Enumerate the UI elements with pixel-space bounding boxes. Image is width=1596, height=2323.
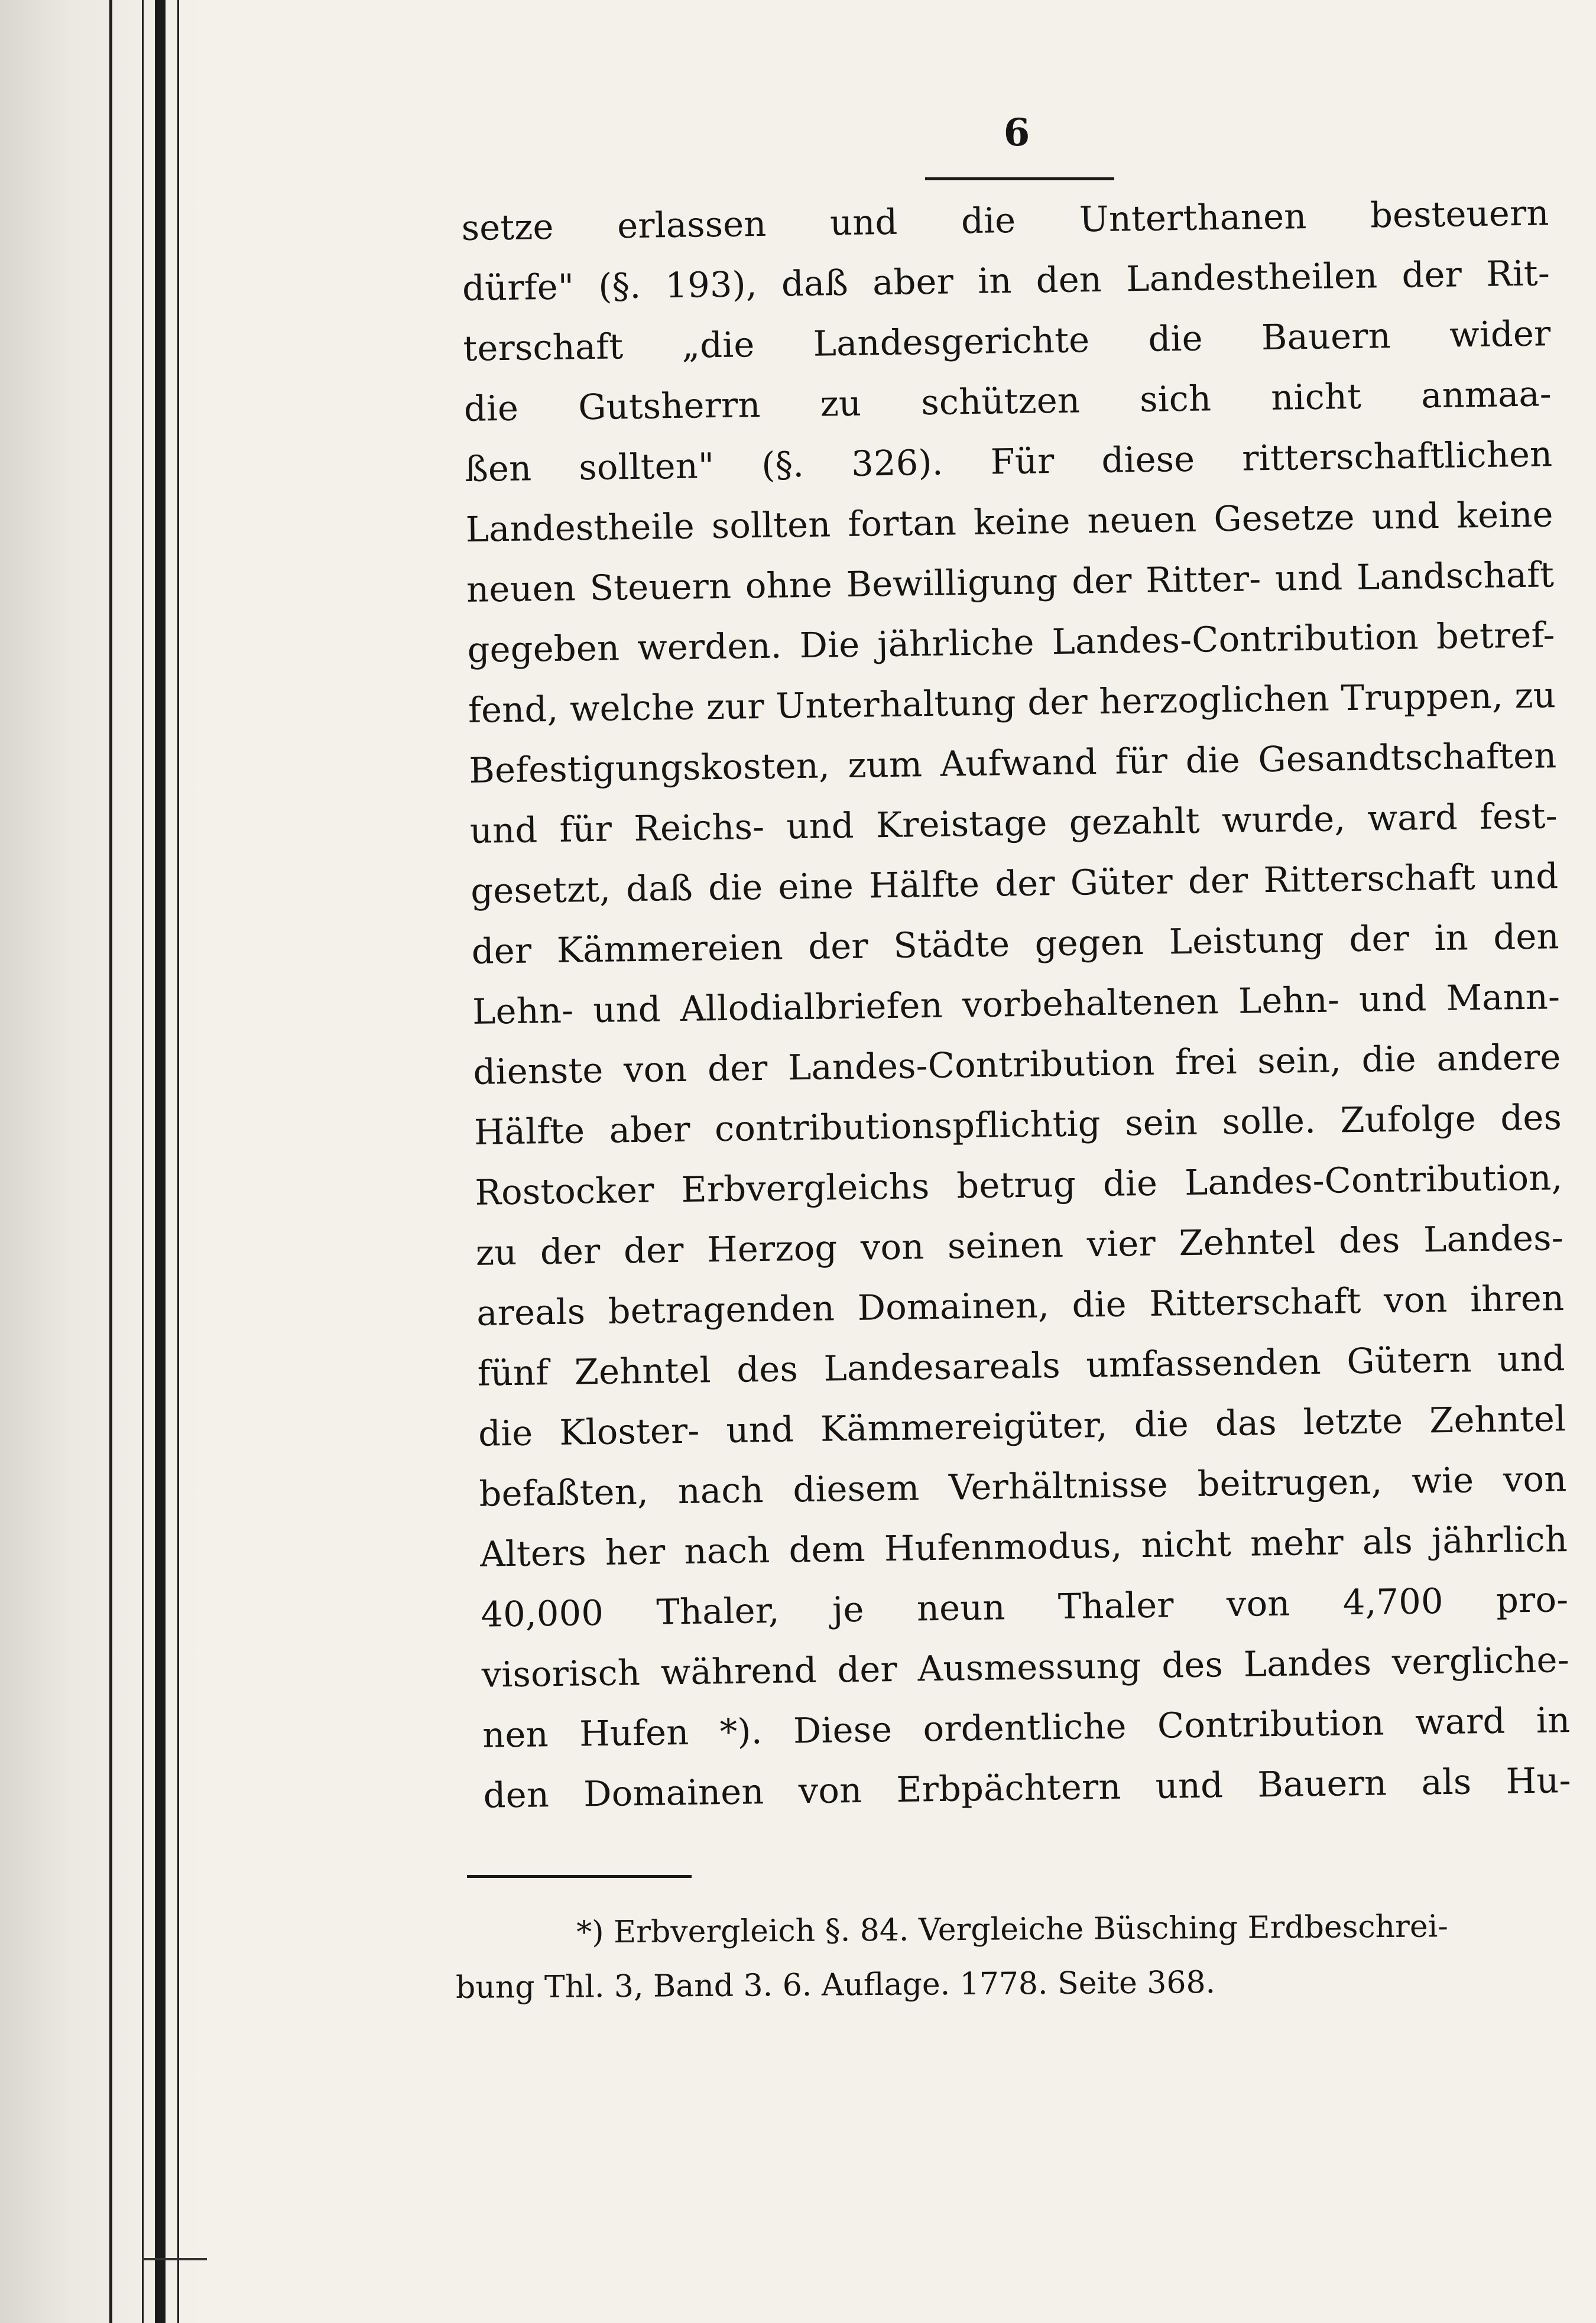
text-line: nen Hufen *). Diese ordentliche Contribution ward in [482, 1699, 1571, 1756]
body-text [461, 183, 1571, 1825]
text-line: der Kämmereien der Städte gegen Leistung der in den [471, 916, 1560, 972]
binding-bottom-edge [142, 2258, 207, 2260]
text-line: und für Reichs- und Kreistage gezahlt wurde, ward fest- [469, 795, 1558, 851]
text-line: Alters her nach dem Hufenmodus, nicht mehr als jährlich [479, 1519, 1568, 1575]
page-number: 6 [1003, 111, 1030, 155]
text-line: dürfe" (§. 193), daß aber in den Landestheilen der Rit- [462, 252, 1550, 309]
text-line: dienste von der Landes-Contribution frei sein, die andere [473, 1036, 1561, 1092]
text-line: Befestigungskosten, zum Aufwand für die Gesandtschaften [469, 735, 1557, 791]
binding-spine [155, 0, 166, 2323]
binding-line [142, 0, 144, 2323]
footnote [455, 1899, 1508, 2015]
text-line: Lehn- und Allodialbriefen vorbehaltenen Lehn- und Mann- [472, 976, 1561, 1032]
binding-line [177, 0, 179, 2323]
text-line: setze erlassen und die Unterthanen besteuern [461, 192, 1550, 248]
header-rule [925, 177, 1114, 180]
text-line: terschaft „die Landesgerichte die Bauern wider [463, 313, 1551, 369]
text-line: die Gutsherrn zu schützen sich nicht anmaa- [463, 373, 1552, 429]
text-line: die Kloster- und Kämmereigüter, die das letzte Zehntel [478, 1398, 1566, 1454]
footnote-line: bung Thl. 3, Band 3. 6. Auflage. 1778. Seite 368. [455, 1965, 1216, 2006]
text-line: Landestheile sollten fortan keine neuen Gesetze und keine [465, 494, 1554, 550]
text-line: 40,000 Thaler, je neun Thaler von 4,700 pro- [480, 1579, 1569, 1635]
text-line: befaßten, nach diesem Verhältnisse beitrugen, wie von [479, 1458, 1567, 1514]
text-line: visorisch während der Ausmessung des Landes vergliche- [481, 1639, 1570, 1695]
text-line: fünf Zehntel des Landesareals umfassenden Gütern und [477, 1338, 1566, 1394]
footnote-line: *) Erbvergleich §. 84. Vergleiche Büsching Erdbeschrei- [576, 1909, 1449, 1951]
text-line: fend, welche zur Unterhaltung der herzoglichen Truppen, zu [468, 674, 1556, 731]
text-line: gesetzt, daß die eine Hälfte der Güter der Ritterschaft und [470, 855, 1559, 911]
text-line: zu der der Herzog von seinen vier Zehntel des Landes- [475, 1217, 1564, 1273]
footnote-rule [467, 1875, 692, 1878]
book-binding-edge [0, 0, 207, 2323]
text-line: neuen Steuern ohne Bewilligung der Ritter- und Landschaft [466, 554, 1555, 610]
text-line: ßen sollten" (§. 326). Für diese ritterschaftlichen [464, 433, 1553, 489]
text-line: Rostocker Erbvergleichs betrug die Landes-Contribution, [475, 1157, 1563, 1213]
text-line: Hälfte aber contributionspflichtig sein solle. Zufolge des [473, 1096, 1562, 1153]
text-line: areals betragenden Domainen, die Ritterschaft von ihren [476, 1277, 1565, 1334]
binding-line [109, 0, 112, 2323]
text-line: den Domainen von Erbpächtern und Bauern als Hu- [483, 1760, 1572, 1816]
text-line: gegeben werden. Die jährliche Landes-Contribution betref- [467, 614, 1555, 670]
